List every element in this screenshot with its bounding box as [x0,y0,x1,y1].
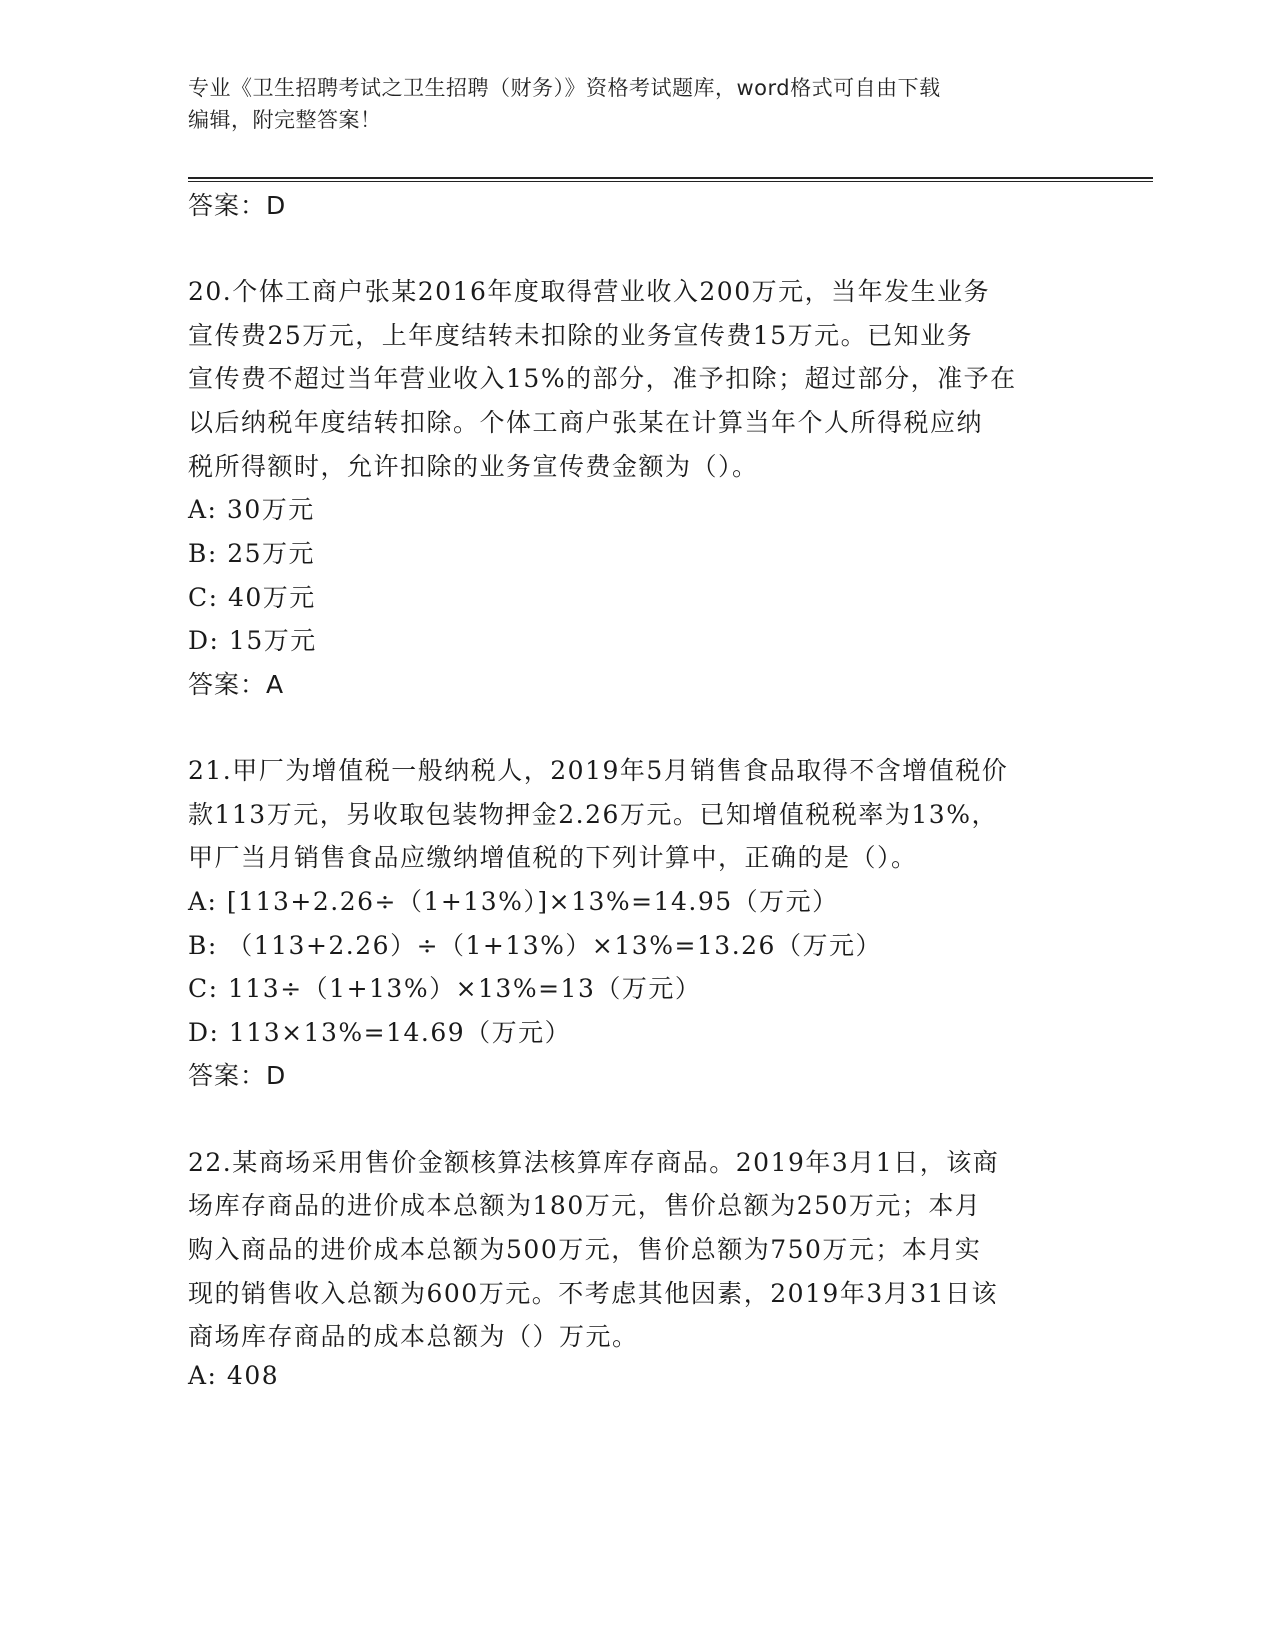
question-22-line-3: 购入商品的进价成本总额为500万元，售价总额为750万元；本月实 [188,1235,982,1264]
question-21-option-c: C: 113÷（1+13%）×13%=13（万元） [188,974,702,1003]
question-20-option-a: A: 30万元 [188,495,315,524]
previous-answer: 答案：D [188,191,287,220]
question-21-line-3: 甲厂当月销售食品应缴纳增值税的下列计算中，正确的是（）。 [188,843,918,872]
header-line-1: 专业《卫生招聘考试之卫生招聘（财务）》资格考试题库，word格式可自由下载 [188,76,941,100]
question-22-option-a: A: 408 [188,1361,280,1390]
question-21-line-2: 款113万元，另收取包装物押金2.26万元。已知增值税税率为13%， [188,800,998,829]
header-line-2: 编辑，附完整答案！ [188,108,382,132]
question-21-line-1: 21.甲厂为增值税一般纳税人，2019年5月销售食品取得不含增值税价 [188,756,1009,785]
question-20-option-b: B: 25万元 [188,539,316,568]
question-22-line-4: 现的销售收入总额为600万元。不考虑其他因素，2019年3月31日该 [188,1279,999,1308]
question-21-option-b: B: （113+2.26）÷（1+13%）×13%=13.26（万元） [188,931,882,960]
question-20-option-d: D: 15万元 [188,626,317,655]
question-20-line-3: 宣传费不超过当年营业收入15%的部分，准予扣除；超过部分，准予在 [188,364,1017,393]
question-22-line-5: 商场库存商品的成本总额为（）万元。 [188,1322,639,1351]
question-21-option-a: A: [113+2.26÷（1+13%）]×13%=14.95（万元） [188,887,839,916]
question-22-line-1: 22.某商场采用售价金额核算法核算库存商品。2019年3月1日，该商 [188,1148,1000,1177]
question-20-answer: 答案：A [188,670,285,699]
question-20-option-c: C: 40万元 [188,583,316,612]
question-20-line-1: 20.个体工商户张某2016年度取得营业收入200万元，当年发生业务 [188,277,991,306]
page-header [188,72,1068,136]
header-divider [188,177,1153,182]
question-21-option-d: D: 113×13%=14.69（万元） [188,1018,572,1047]
question-20-line-5: 税所得额时，允许扣除的业务宣传费金额为（）。 [188,452,759,481]
question-20-line-4: 以后纳税年度结转扣除。个体工商户张某在计算当年个人所得税应纳 [188,408,984,437]
question-22-line-2: 场库存商品的进价成本总额为180万元，售价总额为250万元；本月 [188,1191,982,1220]
question-20-line-2: 宣传费25万元，上年度结转未扣除的业务宣传费15万元。已知业务 [188,321,974,350]
question-21-answer: 答案：D [188,1061,287,1090]
